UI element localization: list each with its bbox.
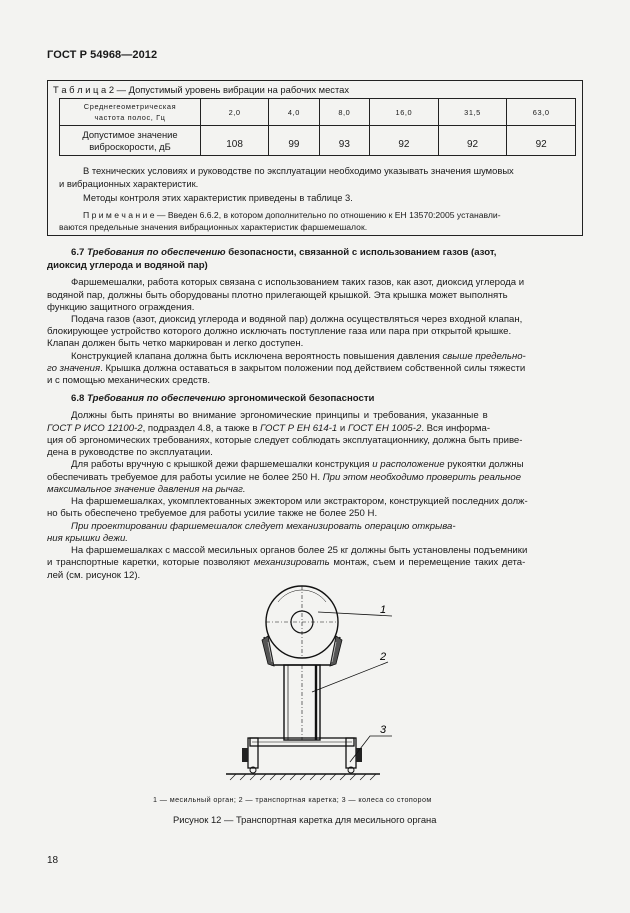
callout-leaders: [312, 612, 392, 762]
paragraph-line: На фаршемешалках, укомплектованных эжектором или экстрактором, конструкцией последних долж-: [71, 496, 528, 507]
text-span: монтаж, съем и перемещение таких дета-: [329, 557, 526, 568]
text-span: ГОСТ Р ИСО 12100-2: [47, 423, 143, 434]
note-line: ваются предельные значения вибрационных характеристик фаршемешалок.: [59, 222, 368, 232]
vibration-table: [59, 98, 576, 156]
paragraph-line: и вибрационных характеристик.: [59, 178, 199, 189]
paragraph-line: [71, 459, 524, 471]
paragraph-line: блокирующее устройство которого должно исключать поступление газа или пара при открытой крышке.: [47, 326, 512, 337]
section-title: безопасности, связанной с использованием газов (азот,: [225, 247, 497, 258]
table-row: [60, 126, 576, 156]
paragraph-line: [47, 423, 490, 435]
value-header-cell: [60, 126, 201, 156]
text-span: При этом необходимо проверить реальное: [322, 472, 522, 483]
section-number: 6.8: [71, 393, 85, 404]
paragraph-line: ния крышки дежи.: [47, 533, 128, 544]
table-cell: 63,0: [507, 99, 576, 126]
paragraph-line: При проектировании фаршемешалок следует механизировать операцию открыва-: [71, 521, 456, 532]
text-span: . Крышка должна оставаться в закрытом положении под действием собственной силы тяжести: [100, 363, 526, 374]
paragraph-line: Должны быть приняты во внимание эргономические принципы и требования, указанные в: [71, 410, 488, 421]
paragraph-line: На фаршемешалках с массой месильных органов более 25 кг должны быть установлены подъемники: [71, 545, 528, 556]
frequency-header-cell: [60, 99, 201, 126]
section-title-italic: Требования по обеспечению: [87, 393, 226, 404]
paragraph-line: максимальное значение давления на рычаг.: [47, 484, 246, 495]
table-cell: 99: [269, 126, 319, 156]
table-cell: 92: [507, 126, 576, 156]
text-span: свыше предельно-: [442, 351, 526, 362]
text-span: , подраздел 4.8, а также в: [142, 423, 261, 434]
paragraph-line: [71, 351, 526, 363]
paragraph-line: Методы контроля этих характеристик приведены в таблице 3.: [83, 192, 353, 203]
table-frame: [47, 80, 583, 236]
section-heading: [71, 393, 374, 405]
callout-1: 1: [380, 604, 387, 616]
section-title-italic: Требования по обеспечению: [87, 247, 226, 258]
text-span: и: [337, 423, 348, 434]
callout-3: 3: [380, 724, 387, 736]
frequency-label-line: частота полос, Гц: [94, 113, 166, 122]
text-span: Для работы вручную с крышкой дежи фаршемешалки конструкция: [71, 459, 373, 470]
text-span: ГОСТ ЕН 1005-2: [347, 423, 422, 434]
table-caption: Т а б л и ц а 2 — Допустимый уровень вибрации на рабочих местах: [53, 84, 350, 95]
text-span: ГОСТ Р ЕН 614-1: [260, 423, 338, 434]
paragraph-line: дена в руководстве по эксплуатации.: [47, 447, 213, 458]
carriage-base: [248, 738, 356, 768]
text-span: механизировать: [253, 557, 330, 568]
column: [284, 665, 320, 740]
callout-2: 2: [380, 651, 387, 663]
table-cell: 2,0: [201, 99, 269, 126]
text-span: Конструкцией клапана должна быть исключена вероятность повышения давления: [71, 351, 443, 362]
note-label: П р и м е ч а н и е: [83, 210, 155, 220]
paragraph-line: В технических условиях и руководстве по эксплуатации необходимо указывать значения шумовых: [83, 165, 514, 176]
paragraph-line: но быть обеспечено требуемое для работы усилие также не более 250 Н.: [47, 508, 378, 519]
section-number: 6.7: [71, 247, 85, 258]
page-number: 18: [47, 855, 59, 866]
paragraph-line: Клапан должен быть четко маркирован и легко доступен.: [47, 338, 304, 349]
table-row: [60, 99, 576, 126]
text-span: рукоятки должны: [444, 459, 524, 470]
document-header: ГОСТ Р 54968—2012: [47, 49, 158, 61]
paragraph-line: Фаршемешалки, работа которых связана с использованием таких газов, как азот, диоксид углерода и: [71, 277, 525, 288]
table-cell: 93: [319, 126, 369, 156]
text-span: го значения: [47, 363, 101, 374]
table-cell: 92: [370, 126, 439, 156]
table-cell: 16,0: [370, 99, 439, 126]
paragraph-line: ция об эргономических требованиях, которые следует соблюдать эксплуатационнику, должна быть приве-: [47, 435, 523, 446]
note-line: [83, 209, 501, 221]
section-heading-line: диоксид углерода и водяной пар): [47, 260, 208, 271]
value-label-line: виброскорости, дБ: [89, 140, 171, 152]
transport-carriage-drawing: [220, 582, 420, 787]
table-cell: 92: [438, 126, 507, 156]
section-title: эргономической безопасности: [225, 393, 375, 404]
text-span: . Вся информа-: [421, 423, 491, 434]
paragraph-line: водяной пар, должны быть оборудованы плотно прилегающей крышкой. Эта крышка может выполнять: [47, 290, 508, 301]
note-text: — Введен 6.6.2, в котором дополнительно по отношению к ЕН 13570:2005 устанавли-: [154, 210, 501, 220]
wheel-with-stopper: [242, 748, 362, 773]
section-heading: [71, 247, 496, 259]
paragraph-line: Подача газов (азот, диоксид углерода и водяной пар) должна осуществляться через входной клапан,: [71, 314, 523, 325]
mixing-organ: [266, 586, 338, 658]
frequency-label-line: Среднегеометрическая: [83, 102, 177, 111]
text-span: и расположение: [372, 459, 445, 470]
table-cell: 4,0: [269, 99, 319, 126]
paragraph-line: и с помощью механических средств.: [47, 375, 211, 386]
table-cell: 8,0: [319, 99, 369, 126]
text-span: обеспечивать требуемое для работы усилие не более 250 Н.: [47, 472, 323, 483]
table-cell: 108: [201, 126, 269, 156]
text-span: и транспортные каретки, которые позволяют: [47, 557, 254, 568]
table-cell: 31,5: [438, 99, 507, 126]
paragraph-line: [47, 557, 525, 569]
paragraph-line: [47, 472, 521, 484]
paragraph-line: [47, 363, 525, 375]
paragraph-line: лей (см. рисунок 12).: [47, 570, 141, 581]
value-label-line: Допустимое значение: [82, 128, 178, 140]
figure-caption: Рисунок 12 — Транспортная каретка для месильного органа: [173, 814, 437, 825]
paragraph-line: функцию защитного ограждения.: [47, 302, 195, 313]
ground: [226, 774, 380, 780]
figure-legend: 1 — месильный орган; 2 — транспортная каретка; 3 — колеса со стопором: [153, 795, 432, 804]
